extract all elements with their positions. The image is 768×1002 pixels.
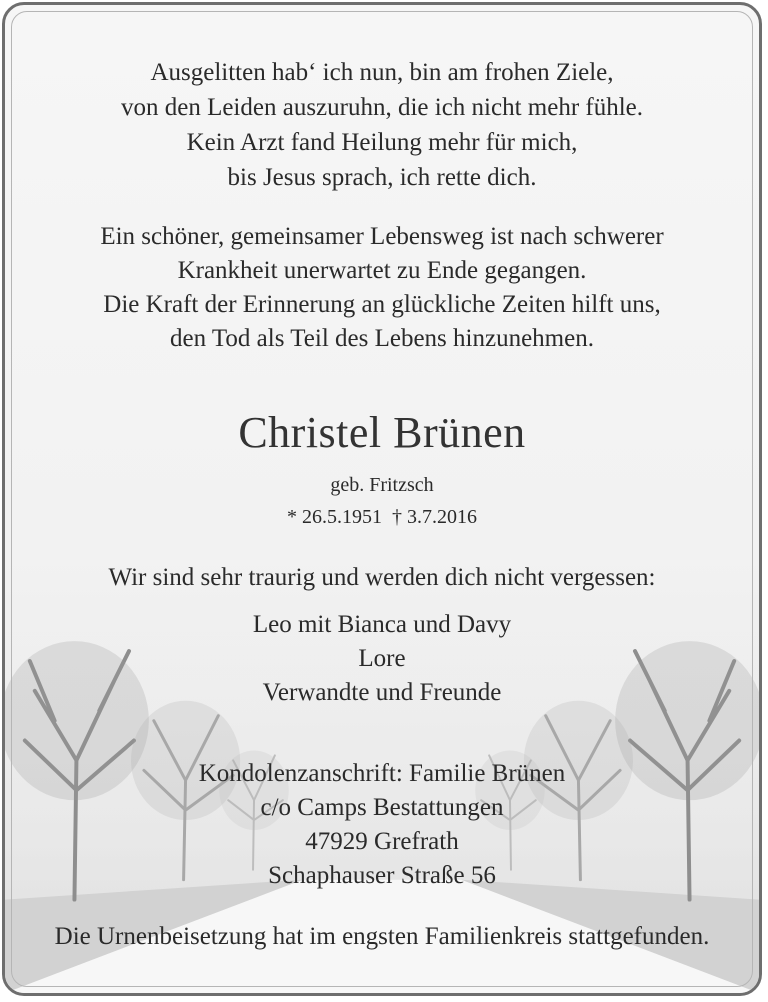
- intro-text: [5, 220, 759, 356]
- burial-note: Die Urnenbeisetzung hat im engsten Familienkreis stattgefunden.: [54, 923, 710, 950]
- address-line: 47929 Grefrath: [305, 828, 459, 855]
- obituary-card: [2, 2, 762, 996]
- mourner: Leo mit Bianca und Davy: [252, 611, 512, 638]
- birth-name: geb. Fritzsch: [330, 474, 434, 496]
- deceased-name: Christel Brünen: [238, 408, 526, 457]
- intro-line: Die Kraft der Erinnerung an glückliche Zeiten hilft uns,: [103, 291, 661, 318]
- poem-line: bis Jesus sprach, ich rette dich.: [227, 164, 537, 191]
- intro-line: Ein schöner, gemeinsamer Lebensweg ist nach schwerer: [100, 223, 664, 250]
- poem: [5, 55, 759, 195]
- intro-line: Krankheit unerwartet zu Ende gegangen.: [177, 257, 587, 284]
- mourner: Lore: [358, 645, 406, 672]
- address-line: Kondolenzanschrift: Familie Brünen: [198, 760, 566, 787]
- life-dates: * 26.5.1951 † 3.7.2016: [287, 506, 477, 528]
- address-line: Schaphauser Straße 56: [268, 862, 496, 889]
- mourner: Verwandte und Freunde: [262, 679, 502, 706]
- mourners-list: [5, 608, 759, 710]
- intro-line: den Tod als Teil des Lebens hinzunehmen.: [170, 325, 594, 352]
- address-line: c/o Camps Bestattungen: [260, 794, 504, 821]
- closing-line: Wir sind sehr traurig und werden dich nicht vergessen:: [108, 564, 656, 591]
- poem-line: von den Leiden auszuruhn, die ich nicht mehr fühle.: [120, 94, 644, 121]
- poem-line: Ausgelitten hab‘ ich nun, bin am frohen Ziele,: [150, 59, 614, 86]
- poem-line: Kein Arzt fand Heilung mehr für mich,: [186, 129, 578, 156]
- condolence-address: [5, 757, 759, 893]
